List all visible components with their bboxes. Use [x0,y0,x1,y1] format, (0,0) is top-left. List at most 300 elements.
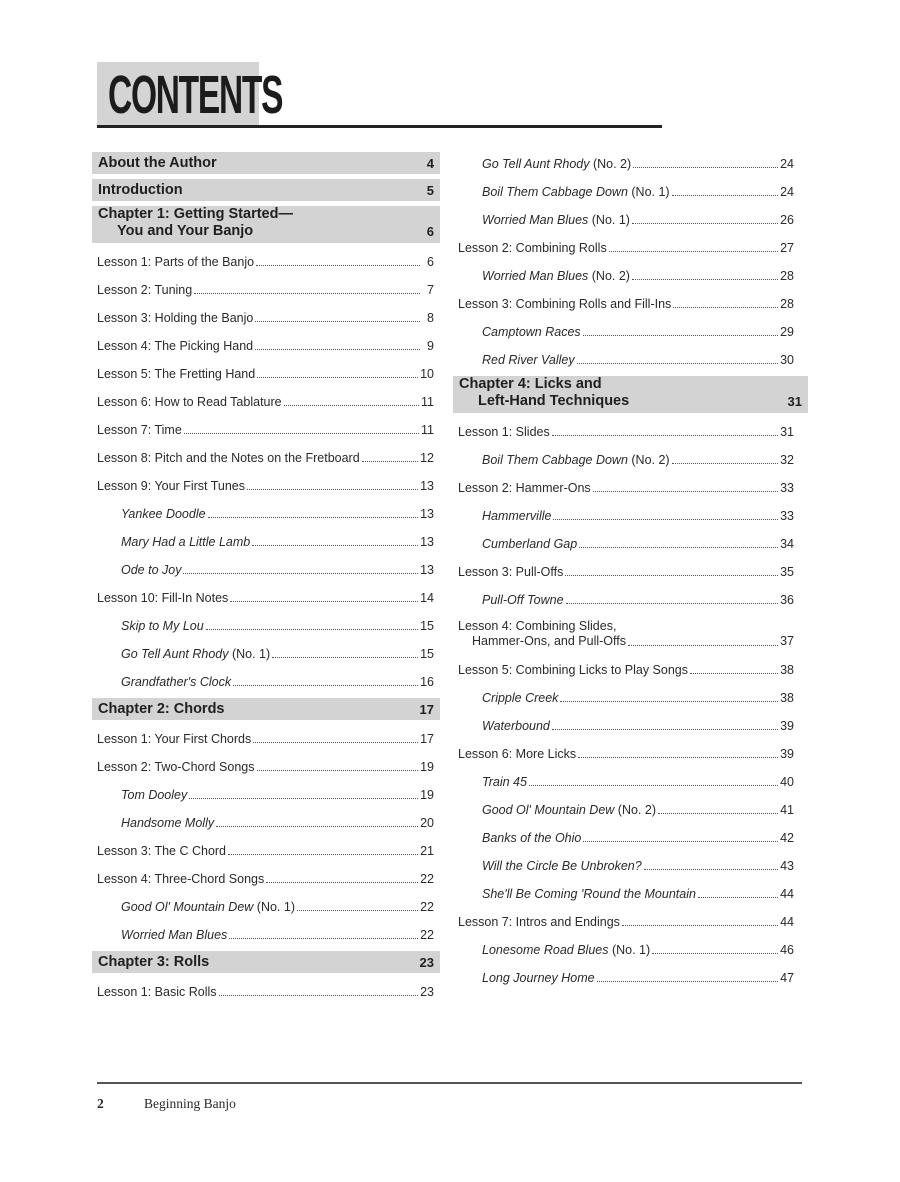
toc-entry-title-text: Lesson 2: Hammer-Ons [458,481,591,495]
toc-entry-page: 36 [780,593,794,607]
toc-entry[interactable] [453,474,808,502]
toc-song-entry[interactable] [92,640,440,668]
toc-song-entry[interactable] [453,796,808,824]
section-heading-line: You and Your Banjo [117,223,254,239]
toc-song-entry[interactable] [453,530,808,558]
dot-leader [362,461,418,462]
dot-leader [256,265,420,266]
toc-entry-title [97,985,217,999]
dot-leader [189,798,418,799]
toc-entry-title [458,747,576,761]
toc-entry-title [482,775,527,789]
toc-entry-title [458,565,563,579]
dot-leader [206,629,418,630]
toc-entry-page: 22 [420,900,434,914]
dot-leader [284,405,419,406]
section-heading-line: Left-Hand Techniques [478,393,630,409]
toc-song-entry[interactable] [453,768,808,796]
toc-entry-page: 9 [427,339,434,353]
toc-entry-page: 22 [420,872,434,886]
dot-leader [593,491,778,492]
toc-entry-title-text: Go Tell Aunt Rhody [121,647,229,661]
dot-leader [632,223,778,224]
toc-entry-title-text: She'll Be Coming 'Round the Mountain [482,887,696,901]
toc-song-entry[interactable] [453,586,808,614]
toc-entry-title [121,928,227,942]
toc-entry-title [97,760,255,774]
toc-entry-title [97,339,253,353]
dot-leader [565,575,778,576]
toc-entry-title [97,423,182,437]
toc-entry-title [97,732,251,746]
toc-song-entry[interactable] [92,528,440,556]
toc-song-entry[interactable] [453,262,808,290]
toc-entry-title-text: Lesson 3: Holding the Banjo [97,311,254,325]
toc-entry-title-text: Banks of the Ohio [482,831,582,845]
toc-entry-title [482,831,581,845]
dot-leader [257,377,418,378]
toc-entry-title [121,788,187,802]
toc-entry-page: 24 [780,185,794,199]
toc-entry-title [121,647,270,661]
toc-entry-title-text: Grandfather's Clock [121,675,232,689]
dot-leader [609,251,778,252]
toc-entry-title-text: Cumberland Gap [482,537,578,551]
dot-leader [228,854,418,855]
toc-entry[interactable] [92,332,440,360]
toc-entry-page: 31 [780,425,794,439]
toc-entry-page: 19 [420,788,434,802]
dot-leader [597,981,779,982]
toc-entry-page: 20 [420,816,434,830]
toc-entry-title [482,943,650,957]
toc-entry-title [458,619,626,649]
toc-entry-page: 23 [420,985,434,999]
toc-entry-title [121,675,231,689]
toc-entry[interactable] [92,978,440,1006]
dot-leader [583,335,778,336]
toc-entry-page: 8 [427,311,434,325]
toc-entry-page: 30 [780,353,794,367]
dot-leader [622,925,778,926]
toc-entry-page: 21 [420,844,434,858]
toc-entry[interactable] [92,360,440,388]
dot-leader [216,826,418,827]
toc-entry[interactable] [453,418,808,446]
toc-entry-page: 41 [780,803,794,817]
toc-entry-title [121,535,250,549]
toc-entry-title-text: Cripple Creek [482,691,559,705]
toc-entry-page: 26 [780,213,794,227]
toc-entry-note: (No. 2) [614,803,656,817]
dot-leader [184,433,419,434]
toc-song-entry[interactable] [453,502,808,530]
toc-song-entry[interactable] [453,178,808,206]
toc-entry-page: 33 [780,509,794,523]
toc-entry-title [482,157,631,171]
toc-entry-title [482,803,656,817]
section-heading-page: 23 [419,954,434,970]
toc-entry-title-text: Handsome Molly [121,816,215,830]
toc-entry-line: Hammer-Ons, and Pull-Offs [472,634,626,648]
toc-entry-title [97,395,282,409]
toc-song-entry[interactable] [92,809,440,837]
toc-entry[interactable] [92,472,440,500]
toc-entry-title-text: Train 45 [482,775,527,789]
dot-leader [672,463,778,464]
toc-entry-title-text: Ode to Joy [121,563,182,577]
toc-song-entry[interactable] [453,936,808,964]
toc-entry-title [482,325,581,339]
toc-entry-title-text: Lesson 7: Intros and Endings [458,915,620,929]
dot-leader [673,307,778,308]
dot-leader [219,995,419,996]
toc-entry-title-text: Lesson 1: Parts of the Banjo [97,255,255,269]
section-heading-title: Introduction [98,182,183,198]
toc-entry-title-text: Worried Man Blues [121,928,228,942]
toc-entry[interactable] [92,725,440,753]
toc-entry-note: (No. 1) [627,185,670,199]
toc-entry-title-text: Lesson 2: Combining Rolls [458,241,607,255]
dot-leader [297,910,418,911]
toc-entry-title [482,269,630,283]
toc-song-entry[interactable] [453,446,808,474]
toc-entry-title-text: Waterbound [482,719,550,733]
toc-entry-note: (No. 1) [228,647,271,661]
toc-entry-title [458,481,591,495]
toc-entry-title [482,887,696,901]
toc-entry-title [482,537,577,551]
dot-leader [560,701,778,702]
toc-entry-title-text: Skip to My Lou [121,619,204,633]
dot-leader [632,279,778,280]
toc-entry[interactable] [92,388,440,416]
toc-entry-title [97,872,264,886]
title-rule [97,125,662,128]
toc-entry-page: 33 [780,481,794,495]
section-heading-line: Chapter 4: Licks and [459,376,602,392]
section-heading-page: 4 [426,155,434,171]
toc-entry-title-text: Lonesome Road Blues [482,943,609,957]
section-heading-page: 17 [419,701,434,717]
toc-entry-page: 11 [421,423,434,437]
dot-leader [644,869,778,870]
toc-entry-title [97,451,360,465]
toc-entry-title-text: Worried Man Blues [482,213,589,227]
toc-entry-page: 15 [420,647,434,661]
toc-entry-note: (No. 2) [589,157,632,171]
toc-entry-page: 35 [780,565,794,579]
dot-leader [579,547,778,548]
toc-entry-title-text: Lesson 2: Two-Chord Songs [97,760,255,774]
toc-entry[interactable] [453,234,808,262]
toc-entry-page: 38 [780,691,794,705]
section-heading[interactable] [92,179,440,201]
toc-entry-title [482,213,630,227]
toc-entry-page: 47 [780,971,794,985]
dot-leader [577,363,778,364]
toc-entry-title [97,591,228,605]
toc-entry-page: 19 [420,760,434,774]
toc-entry[interactable] [453,740,808,768]
toc-entry-title [482,453,670,467]
toc-entry-title [121,816,214,830]
dot-leader [583,841,778,842]
toc-entry-line: Lesson 4: Combining Slides, [458,619,617,633]
toc-entry-title-text: Lesson 1: Slides [458,425,550,439]
section-heading-title [98,206,427,240]
toc-entry-title-text: Lesson 8: Pitch and the Notes on the Fretboard [97,451,360,465]
toc-song-entry[interactable] [92,612,440,640]
toc-song-entry[interactable] [453,880,808,908]
toc-entry[interactable] [92,248,440,276]
toc-entry[interactable] [92,584,440,612]
toc-entry-title-text: Yankee Doodle [121,507,206,521]
toc-entry-title-text: Good Ol' Mountain Dew [121,900,254,914]
toc-song-entry[interactable] [453,206,808,234]
toc-entry-page: 42 [780,831,794,845]
toc-entry-page: 37 [780,634,794,648]
section-heading-page: 31 [787,394,802,409]
toc-entry-title-text: Lesson 5: The Fretting Hand [97,367,256,381]
toc-entry-title-text: Lesson 3: Pull-Offs [458,565,564,579]
toc-entry-page: 44 [780,915,794,929]
toc-entry-title [97,311,253,325]
section-heading-title: Chapter 2: Chords [98,701,225,717]
toc-entry-note: (No. 2) [588,269,630,283]
toc-entry-title-text: Mary Had a Little Lamb [121,535,251,549]
toc-entry[interactable] [92,837,440,865]
toc-entry-title [482,509,551,523]
toc-entry-title [482,691,558,705]
toc-entry[interactable] [453,290,808,318]
toc-song-entry[interactable] [453,852,808,880]
toc-entry-title [482,593,564,607]
toc-song-entry[interactable] [453,346,808,374]
toc-entry-title [121,619,204,633]
toc-entry[interactable] [92,444,440,472]
toc-entry-note: (No. 1) [608,943,651,957]
toc-entry-page: 46 [780,943,794,957]
toc-entry-title-text: Go Tell Aunt Rhody [482,157,590,171]
dot-leader [552,435,778,436]
dot-leader [672,195,778,196]
section-heading[interactable] [92,951,440,973]
dot-leader [272,657,418,658]
toc-entry-page: 27 [780,241,794,255]
toc-song-entry[interactable] [453,150,808,178]
dot-leader [578,757,778,758]
dot-leader [633,167,778,168]
toc-entry[interactable] [92,865,440,893]
toc-song-entry[interactable] [92,556,440,584]
toc-entry-title-text: Pull-Off Towne [482,593,564,607]
toc-song-entry[interactable] [92,500,440,528]
toc-entry-title [482,185,670,199]
toc-song-entry[interactable] [453,824,808,852]
toc-entry-title [458,663,688,677]
toc-entry-title [97,479,245,493]
toc-entry-page: 38 [780,663,794,677]
toc-entry-page: 16 [420,675,434,689]
dot-leader [529,785,778,786]
section-heading[interactable] [453,376,808,413]
toc-entry-page: 24 [780,157,794,171]
toc-entry-title [97,283,192,297]
toc-entry-title-text: Lesson 3: The C Chord [97,844,227,858]
toc-entry-title [482,719,550,733]
toc-entry-page: 10 [420,367,434,381]
toc-entry-title-text: Lesson 10: Fill-In Notes [97,591,229,605]
toc-entry-title-text: Worried Man Blues [482,269,589,283]
toc-entry-page: 11 [421,395,434,409]
toc-entry-title [121,900,295,914]
toc-entry-title-text: Lesson 6: More Licks [458,747,577,761]
toc-entry-page: 14 [420,591,434,605]
footer-book-title: Beginning Banjo [144,1096,236,1111]
toc-entry-title [482,971,595,985]
dot-leader [628,645,778,646]
footer-rule [97,1082,802,1084]
toc-entry-title-text: Lesson 4: The Picking Hand [97,339,254,353]
dot-leader [252,545,418,546]
toc-entry-title-text: Lesson 6: How to Read Tablature [97,395,282,409]
toc-entry-title [458,425,550,439]
toc-song-entry[interactable] [453,684,808,712]
toc-song-entry[interactable] [453,964,808,992]
toc-entry[interactable] [92,276,440,304]
dot-leader [553,519,778,520]
toc-entry-page: 6 [427,255,434,269]
toc-entry-page: 34 [780,537,794,551]
dot-leader [230,601,418,602]
toc-entry-title-text: Lesson 9: Your First Tunes [97,479,246,493]
toc-entry-page: 39 [780,719,794,733]
toc-entry-page: 43 [780,859,794,873]
dot-leader [233,685,418,686]
section-heading-title: About the Author [98,155,217,171]
toc-entry-title-text: Boil Them Cabbage Down [482,185,628,199]
dot-leader [552,729,778,730]
toc-entry-page: 22 [420,928,434,942]
toc-entry-page: 7 [427,283,434,297]
toc-entry-title-text: Lesson 1: Basic Rolls [97,985,217,999]
section-heading-title [459,376,788,410]
toc-entry-page: 28 [780,297,794,311]
toc-entry[interactable] [453,614,808,656]
section-heading-page: 6 [426,224,434,239]
toc-entry-title [458,241,607,255]
dot-leader [652,953,778,954]
toc-entry-title-text: Red River Valley [482,353,575,367]
toc-entry-title-text: Lesson 2: Tuning [97,283,193,297]
toc-entry-page: 29 [780,325,794,339]
section-heading-title: Chapter 3: Rolls [98,954,210,970]
toc-entry-title [482,353,575,367]
toc-entry[interactable] [92,304,440,332]
toc-left-column [92,150,440,1006]
toc-entry-page: 13 [420,535,434,549]
toc-entry-title [121,507,206,521]
dot-leader [229,938,418,939]
toc-entry-title [97,844,226,858]
dot-leader [255,349,420,350]
toc-song-entry[interactable] [453,318,808,346]
page-title: CONTENTS [108,65,283,125]
toc-entry-title-text: Boil Them Cabbage Down [482,453,628,467]
toc-entry-page: 40 [780,775,794,789]
dot-leader [266,882,418,883]
dot-leader [690,673,778,674]
dot-leader [566,603,779,604]
toc-entry-page: 44 [780,887,794,901]
toc-entry-title [121,563,181,577]
toc-entry[interactable] [453,656,808,684]
toc-right-column [453,150,808,992]
dot-leader [658,813,778,814]
toc-entry-title-text: Lesson 3: Combining Rolls and Fill-Ins [458,297,672,311]
toc-entry-title-text: Lesson 5: Combining Licks to Play Songs [458,663,688,677]
toc-entry-page: 28 [780,269,794,283]
toc-entry-title [458,915,620,929]
dot-leader [253,742,418,743]
toc-entry[interactable] [92,753,440,781]
toc-entry-title [458,297,671,311]
toc-entry-page: 13 [420,563,434,577]
toc-entry-page: 13 [420,507,434,521]
toc-entry-page: 32 [780,453,794,467]
toc-song-entry[interactable] [92,668,440,696]
dot-leader [257,770,419,771]
dot-leader [247,489,418,490]
dot-leader [183,573,418,574]
toc-entry[interactable] [92,416,440,444]
toc-entry-note: (No. 2) [627,453,670,467]
toc-entry-page: 13 [420,479,434,493]
toc-entry-title-text: Lesson 1: Your First Chords [97,732,252,746]
toc-entry-note: (No. 1) [253,900,295,914]
dot-leader [208,517,419,518]
toc-song-entry[interactable] [92,893,440,921]
toc-entry-title-text: Hammerville [482,509,552,523]
toc-entry[interactable] [453,908,808,936]
dot-leader [255,321,420,322]
toc-song-entry[interactable] [453,712,808,740]
toc-song-entry[interactable] [92,921,440,949]
footer-page-number: 2 [97,1096,104,1111]
toc-entry-title-text: Lesson 7: Time [97,423,182,437]
toc-entry-title-text: Tom Dooley [121,788,188,802]
toc-entry-note: (No. 1) [588,213,630,227]
toc-entry-page: 17 [420,732,434,746]
toc-entry-title-text: Long Journey Home [482,971,595,985]
dot-leader [698,897,778,898]
toc-entry-page: 12 [420,451,434,465]
toc-entry-title-text: Good Ol' Mountain Dew [482,803,615,817]
section-heading[interactable] [92,206,440,243]
section-heading[interactable] [92,698,440,720]
toc-entry-page: 39 [780,747,794,761]
toc-entry-page: 15 [420,619,434,633]
toc-song-entry[interactable] [92,781,440,809]
toc-entry-title-text: Will the Circle Be Unbroken? [482,859,642,873]
toc-entry-title-text: Camptown Races [482,325,581,339]
section-heading[interactable] [92,152,440,174]
section-heading-page: 5 [426,182,434,198]
dot-leader [194,293,420,294]
section-heading-line: Chapter 1: Getting Started— [98,206,293,222]
toc-entry[interactable] [453,558,808,586]
